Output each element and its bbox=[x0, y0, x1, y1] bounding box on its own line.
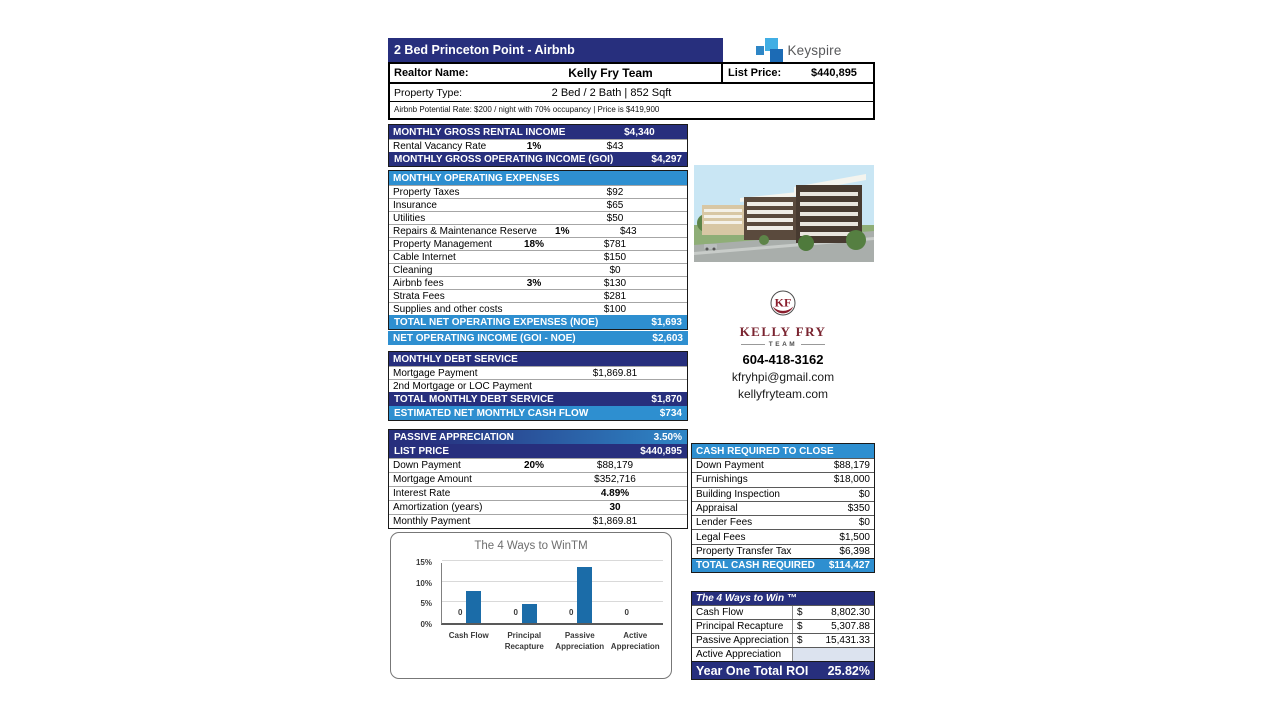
four-ways-value-cell bbox=[792, 620, 874, 633]
goi-label: MONTHLY GROSS OPERATING INCOME (GOI) bbox=[394, 153, 614, 165]
cash-row bbox=[692, 472, 874, 486]
four-ways-header-label: The 4 Ways to Win ™ bbox=[696, 593, 797, 604]
expense-row bbox=[389, 250, 687, 263]
expense-label: Supplies and other costs bbox=[393, 303, 503, 315]
amortization-value: 30 bbox=[609, 502, 621, 513]
expense-value: $43 bbox=[619, 225, 637, 237]
total-debt-label: TOTAL MONTHLY DEBT SERVICE bbox=[394, 393, 554, 405]
expense-label: Airbnb fees bbox=[393, 277, 444, 289]
down-payment-value: $88,179 bbox=[596, 460, 634, 471]
cash-label: Appraisal bbox=[696, 503, 738, 515]
gross-rental-income-bar bbox=[389, 125, 687, 139]
list-price-bar-label: LIST PRICE bbox=[394, 445, 450, 457]
property-type-row bbox=[390, 84, 873, 102]
expense-label: Property Taxes bbox=[393, 186, 460, 198]
cash-to-close-header-label: CASH REQUIRED TO CLOSE bbox=[696, 445, 834, 457]
net-cash-flow-bar bbox=[389, 406, 687, 420]
property-type-value: 2 Bed / 2 Bath | 852 Sqft bbox=[551, 86, 672, 99]
four-ways-value-cell bbox=[792, 606, 874, 619]
kelly-fry-team-line bbox=[691, 341, 875, 348]
list-price-value: $440,895 bbox=[811, 67, 857, 79]
cash-row bbox=[692, 501, 874, 515]
property-type-label: Property Type: bbox=[394, 86, 463, 99]
vacancy-row bbox=[389, 139, 687, 152]
expense-value: $781 bbox=[603, 238, 627, 250]
y-axis-tick: 15% bbox=[415, 558, 432, 567]
list-price-bar-value: $440,895 bbox=[640, 445, 682, 457]
email-address[interactable]: kfryhpi@gmail.com bbox=[731, 370, 835, 384]
expense-value: $150 bbox=[603, 251, 627, 263]
four-ways-row bbox=[692, 619, 874, 633]
chart-title: The 4 Ways to WinTM bbox=[474, 540, 588, 552]
four-ways-label: Cash Flow bbox=[696, 607, 744, 618]
expense-row bbox=[389, 211, 687, 224]
total-noe-label: TOTAL NET OPERATING EXPENSES (NOE) bbox=[394, 316, 599, 328]
chart-plot-area bbox=[441, 563, 663, 625]
currency-symbol: $ bbox=[797, 635, 803, 646]
expense-label: Strata Fees bbox=[393, 290, 445, 302]
cash-value: $1,500 bbox=[839, 531, 870, 543]
property-header-box bbox=[388, 62, 875, 120]
expense-label: Repairs & Maintenance Reserve bbox=[393, 225, 537, 237]
cash-label: Building Inspection bbox=[696, 488, 780, 500]
expenses-section bbox=[388, 170, 688, 330]
cash-row bbox=[692, 529, 874, 543]
chart-bar-0 bbox=[466, 591, 481, 623]
down-payment-row bbox=[389, 458, 687, 472]
interest-rate-label: Interest Rate bbox=[393, 488, 451, 499]
four-ways-label: Active Appreciation bbox=[696, 649, 782, 660]
expense-pct: 3% bbox=[526, 277, 542, 289]
report-title-bar bbox=[388, 38, 723, 62]
x-axis-label: Cash Flow bbox=[448, 631, 489, 640]
keyspire-wordmark: Keyspire bbox=[787, 42, 842, 58]
cash-value: $6,398 bbox=[839, 545, 870, 557]
cash-value: $0 bbox=[858, 488, 870, 500]
expense-row bbox=[389, 276, 687, 289]
four-ways-row bbox=[692, 605, 874, 619]
bar-data-label: 0 bbox=[458, 608, 463, 617]
expense-value: $0 bbox=[609, 264, 621, 276]
income-section bbox=[388, 124, 688, 167]
kelly-fry-wordmark: KELLY FRY bbox=[739, 324, 827, 339]
cash-value: $18,000 bbox=[833, 474, 870, 486]
website-url[interactable]: kellyfryteam.com bbox=[737, 387, 829, 401]
total-cash-required-bar bbox=[692, 558, 874, 572]
four-ways-value: 8,802.30 bbox=[831, 607, 870, 618]
expenses-header-label: MONTHLY OPERATING EXPENSES bbox=[393, 172, 560, 184]
airbnb-note: Airbnb Potential Rate: $200 / night with 70% occupancy | Price is $419,900 bbox=[394, 104, 660, 114]
net-cash-flow-value: $734 bbox=[659, 407, 682, 419]
expense-pct: 18% bbox=[523, 238, 544, 250]
bar-data-label: 0 bbox=[624, 608, 629, 617]
passive-appreciation-label: PASSIVE APPRECIATION bbox=[394, 431, 514, 443]
cash-label: Furnishings bbox=[696, 474, 748, 486]
cash-row bbox=[692, 515, 874, 529]
x-axis-label: Passive Appreciation bbox=[555, 631, 605, 651]
expense-value: $281 bbox=[603, 290, 627, 302]
four-ways-value: 15,431.33 bbox=[825, 635, 870, 646]
four-ways-row bbox=[692, 633, 874, 647]
expense-row bbox=[389, 302, 687, 315]
cash-label: Down Payment bbox=[696, 460, 764, 472]
total-debt-value: $1,870 bbox=[651, 393, 682, 405]
noi-label: NET OPERATING INCOME (GOI - NOE) bbox=[393, 332, 576, 344]
phone-number: 604-418-3162 bbox=[742, 352, 824, 367]
keyspire-key-icon bbox=[756, 38, 784, 63]
bar-data-label: 0 bbox=[569, 608, 574, 617]
x-axis-label: Active Appreciation bbox=[610, 631, 660, 651]
list-price-cell bbox=[723, 64, 873, 82]
expense-row bbox=[389, 198, 687, 211]
mortgage-payment-value: $1,869.81 bbox=[592, 367, 638, 379]
cash-value: $0 bbox=[858, 517, 870, 529]
kf-badge-icon bbox=[770, 290, 796, 316]
noi-value: $2,603 bbox=[652, 332, 683, 344]
list-price-label: List Price: bbox=[728, 67, 782, 79]
cash-to-close-section bbox=[691, 443, 875, 573]
mortgage-amount-row bbox=[389, 472, 687, 486]
cash-value: $350 bbox=[847, 503, 870, 515]
total-cash-value: $114,427 bbox=[828, 560, 870, 572]
chart-y-axis bbox=[403, 558, 437, 629]
realtor-row bbox=[390, 64, 873, 84]
debt-header bbox=[389, 352, 687, 366]
chart-x-axis bbox=[441, 631, 663, 663]
decorative-line bbox=[741, 344, 765, 345]
report-title: 2 Bed Princeton Point - Airbnb bbox=[394, 43, 575, 57]
down-payment-label: Down Payment bbox=[393, 460, 461, 471]
chart-slot bbox=[498, 561, 554, 623]
team-label: TEAM bbox=[768, 341, 798, 348]
debt-section bbox=[388, 351, 688, 421]
four-ways-chart bbox=[390, 532, 672, 679]
amortization-label: Amortization (years) bbox=[393, 502, 483, 513]
list-price-bar bbox=[389, 444, 687, 458]
x-axis-label: Principal Recapture bbox=[504, 631, 544, 651]
expense-row bbox=[389, 237, 687, 250]
interest-rate-value: 4.89% bbox=[600, 488, 630, 499]
four-ways-value: 5,307.88 bbox=[831, 621, 870, 632]
expense-value: $65 bbox=[606, 199, 624, 211]
expense-row bbox=[389, 263, 687, 276]
vacancy-pct: 1% bbox=[526, 140, 542, 152]
expense-value: $92 bbox=[606, 186, 624, 198]
y-axis-tick: 0% bbox=[420, 620, 432, 629]
cash-value: $88,179 bbox=[833, 460, 870, 472]
financing-section bbox=[388, 429, 688, 529]
amortization-row bbox=[389, 500, 687, 514]
down-payment-pct: 20% bbox=[523, 460, 544, 471]
currency-symbol: $ bbox=[797, 621, 803, 632]
cash-label: Legal Fees bbox=[696, 531, 746, 543]
expense-label: Utilities bbox=[393, 212, 426, 224]
mortgage-payment-label: Mortgage Payment bbox=[393, 367, 478, 379]
interest-rate-row bbox=[389, 486, 687, 500]
mortgage-payment-row bbox=[389, 366, 687, 379]
four-ways-value-cell-empty bbox=[792, 648, 874, 661]
expense-row bbox=[389, 224, 687, 237]
expense-label: Cleaning bbox=[393, 264, 433, 276]
property-photo bbox=[694, 165, 874, 262]
vacancy-label: Rental Vacancy Rate bbox=[393, 140, 487, 152]
goi-value: $4,297 bbox=[651, 153, 682, 165]
four-ways-label: Passive Appreciation bbox=[696, 635, 789, 646]
second-mortgage-label: 2nd Mortgage or LOC Payment bbox=[393, 380, 532, 392]
total-cash-label: TOTAL CASH REQUIRED bbox=[696, 560, 815, 572]
decorative-line bbox=[801, 344, 825, 345]
cash-row bbox=[692, 487, 874, 501]
passive-appreciation-value: 3.50% bbox=[653, 431, 682, 443]
chart-slot bbox=[609, 561, 665, 623]
vacancy-value: $43 bbox=[606, 140, 624, 152]
expense-label: Property Management bbox=[393, 238, 492, 250]
realtor-cell bbox=[390, 64, 723, 82]
monthly-payment-row bbox=[389, 514, 687, 528]
chart-bar-2 bbox=[577, 567, 592, 623]
contact-block bbox=[691, 352, 875, 401]
chart-slot bbox=[553, 561, 609, 623]
four-ways-row bbox=[692, 647, 874, 661]
noi-bar bbox=[388, 331, 688, 345]
bar-data-label: 0 bbox=[513, 608, 518, 617]
expense-value: $50 bbox=[606, 212, 624, 224]
condo-building-image bbox=[694, 165, 874, 262]
chart-slot bbox=[442, 561, 498, 623]
cash-row bbox=[692, 544, 874, 558]
airbnb-note-row bbox=[390, 102, 873, 116]
roi-label: Year One Total ROI bbox=[696, 663, 809, 678]
total-debt-bar bbox=[389, 392, 687, 406]
expenses-header bbox=[389, 171, 687, 185]
chart-bar-1 bbox=[522, 604, 537, 623]
y-axis-tick: 10% bbox=[415, 578, 432, 588]
goi-bar bbox=[389, 152, 687, 166]
keyspire-logo bbox=[723, 38, 875, 62]
total-noe-value: $1,693 bbox=[651, 316, 682, 328]
expense-row bbox=[389, 289, 687, 302]
gross-rental-value: $4,340 bbox=[624, 126, 655, 138]
realtor-name-value: Kelly Fry Team bbox=[568, 66, 653, 80]
four-ways-value-cell bbox=[792, 634, 874, 647]
cash-label: Lender Fees bbox=[696, 517, 753, 529]
debt-header-label: MONTHLY DEBT SERVICE bbox=[393, 353, 518, 365]
mortgage-amount-value: $352,716 bbox=[594, 474, 636, 485]
roi-value: 25.82% bbox=[827, 663, 870, 678]
cash-row bbox=[692, 458, 874, 472]
expense-label: Insurance bbox=[393, 199, 437, 211]
kelly-fry-logo bbox=[691, 290, 875, 348]
currency-symbol: $ bbox=[797, 607, 803, 618]
monthly-payment-label: Monthly Payment bbox=[393, 516, 471, 527]
cash-label: Property Transfer Tax bbox=[696, 545, 792, 557]
kf-badge-initials: KF bbox=[774, 295, 792, 310]
four-ways-header bbox=[692, 592, 874, 605]
expense-row bbox=[389, 185, 687, 198]
analysis-sheet bbox=[388, 38, 875, 680]
expense-pct: 1% bbox=[555, 225, 570, 237]
four-ways-label: Principal Recapture bbox=[696, 621, 784, 632]
expense-value: $100 bbox=[603, 303, 627, 315]
second-mortgage-row bbox=[389, 379, 687, 392]
total-noe-bar bbox=[389, 315, 687, 329]
y-axis-tick: 5% bbox=[420, 599, 432, 609]
passive-appreciation-bar bbox=[389, 430, 687, 444]
expense-label: Cable Internet bbox=[393, 251, 456, 263]
monthly-payment-value: $1,869.81 bbox=[592, 516, 638, 527]
net-cash-flow-label: ESTIMATED NET MONTHLY CASH FLOW bbox=[394, 407, 589, 419]
year-one-roi-bar bbox=[692, 661, 874, 679]
realtor-name-label: Realtor Name: bbox=[394, 67, 469, 79]
cash-to-close-header bbox=[692, 444, 874, 458]
gross-rental-label: MONTHLY GROSS RENTAL INCOME bbox=[393, 126, 566, 138]
expense-value: $130 bbox=[603, 277, 627, 289]
mortgage-amount-label: Mortgage Amount bbox=[393, 474, 472, 485]
four-ways-section bbox=[691, 591, 875, 680]
